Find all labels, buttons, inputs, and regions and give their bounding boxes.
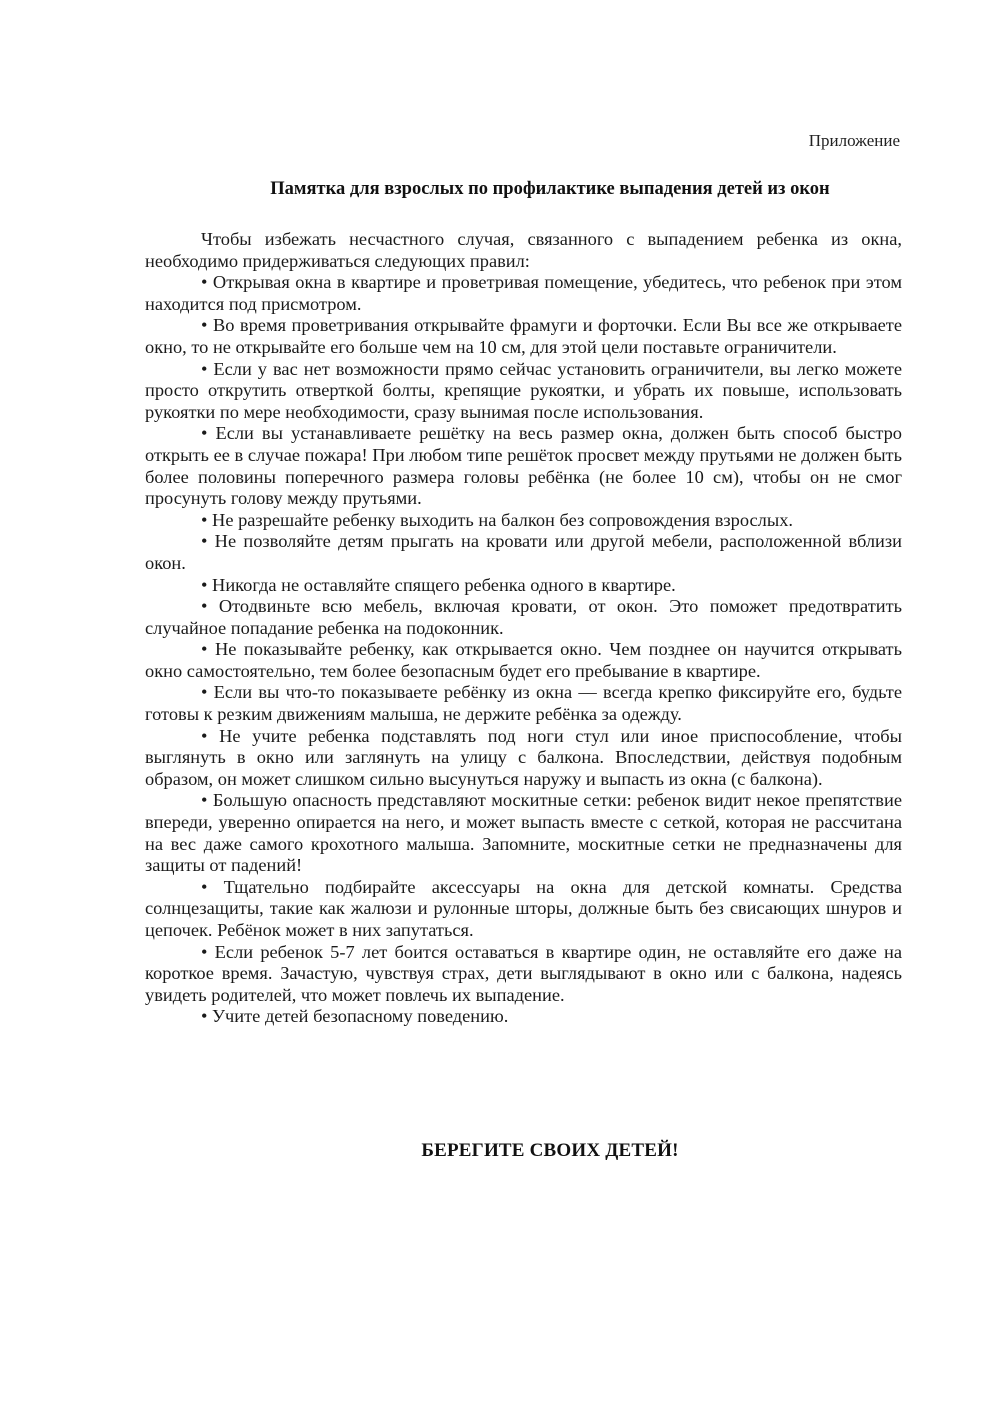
rule-item: • Если ребенок 5-7 лет боится оставаться в квартире один, не оставляйте его даже на короткое время. Зачастую, чувствуя страх, дети выглядывают в окно или с балкона, надеясь увидеть родителей, что может повлечь их выпадение.: [145, 941, 902, 1005]
rule-item: • Отодвиньте всю мебель, включая кровати, от окон. Это поможет предотвратить случайное попадание ребенка на подоконник.: [145, 596, 902, 638]
rule-item: • Открывая окна в квартире и проветривая помещение, убедитесь, что ребенок при этом находится под присмотром.: [145, 272, 902, 314]
closing-slogan: БЕРЕГИТЕ СВОИХ ДЕТЕЙ!: [421, 1140, 679, 1161]
rule-item: • Тщательно подбирайте аксессуары на окна для детской комнаты. Средства солнцезащиты, такие как жалюзи и рулонные шторы, должные быть без свисающих шнуров и цепочек. Ребёнок может в них запутаться.: [145, 876, 902, 940]
rule-item: • Если у вас нет возможности прямо сейчас установить ограничители, вы легко можете просто открутить отверткой болты, крепящие рукоятки, и убрать их повыше, использовать рукоятки по мере необходимости, сразу вынимая после использования.: [145, 358, 902, 422]
rule-item: • Никогда не оставляйте спящего ребенка одного в квартире.: [201, 574, 676, 595]
appendix-label: Приложение: [808, 131, 900, 150]
document-body: [145, 229, 902, 1028]
rule-item: • Большую опасность представляют москитные сетки: ребенок видит некое препятствие впереди, уверенно опирается на него, и может выпасть вместе с сеткой, которая не рассчитана на вес даже самого крохотного малыша. Запомните, москитные сетки не предназначены для защиты от падений!: [145, 790, 902, 876]
rule-item: • Не разрешайте ребенку выходить на балкон без сопровождения взрослых.: [201, 509, 793, 530]
rule-item: • Если вы что-то показываете ребёнку из окна — всегда крепко фиксируйте его, будьте готовы к резким движениям малыша, не держите ребёнка за одежду.: [145, 682, 902, 725]
page-title: Памятка для взрослых по профилактике выпадения детей из окон: [270, 179, 830, 199]
rule-item: • Если вы устанавливаете решётку на весь размер окна, должен быть способ быстро открыть ее в случае пожара! При любом типе решёток просвет между прутьями не должен быть более половины поперечного размера головы ребёнка (не более 10 см), чтобы он не смог просунуть голову между прутьями.: [145, 423, 902, 509]
rule-item: • Не учите ребенка подставлять под ноги стул или иное приспособление, чтобы выглянуть в окно или заглянуть на улицу с балкона. Впоследствии, действуя подобным образом, он может слишком сильно высунуться наружу и выпасть из окна (с балкона).: [145, 725, 902, 789]
rule-item: • Учите детей безопасному поведению.: [201, 1006, 509, 1027]
rule-item: • Не показывайте ребенку, как открывается окно. Чем позднее он научится открывать окно самостоятельно, тем более безопасным будет его пребывание в квартире.: [145, 639, 902, 681]
rule-item: • Во время проветривания открывайте фрамуги и форточки. Если Вы все же открываете окно, то не открывайте его больше чем на 10 см, для этой цели поставьте ограничители.: [145, 315, 902, 357]
intro-paragraph: Чтобы избежать несчастного случая, связанного с выпадением ребенка из окна, необходимо придерживаться следующих правил:: [145, 229, 902, 271]
rule-item: • Не позволяйте детям прыгать на кровати или другой мебели, расположенной вблизи окон.: [145, 531, 902, 573]
